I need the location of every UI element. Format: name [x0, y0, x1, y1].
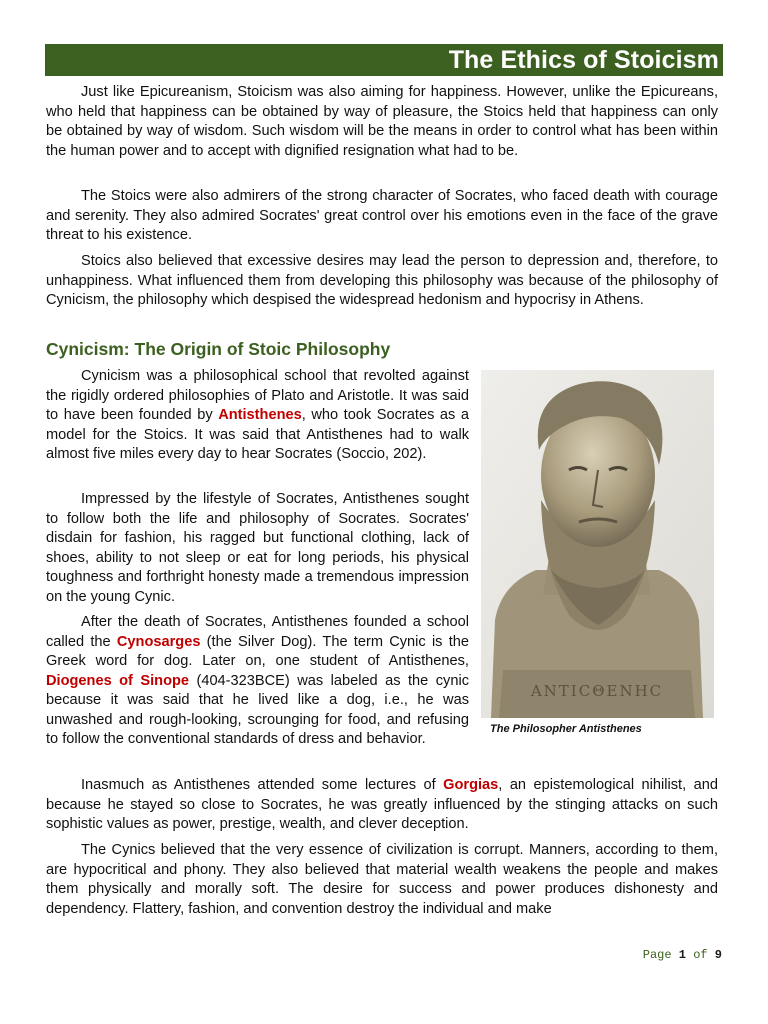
paragraph-text: The Stoics were also admirers of the strong character of Socrates, who faced death with courage and serenity. They also admired Socrates' great control over his emotions even in the face of the grave threat to his existence. [46, 188, 718, 243]
page-word: Page [642, 948, 672, 962]
text-run: (the Silver Dog). The term Cynic is the Greek word for dog. Later on, one student of Antisthenes, [46, 633, 470, 669]
section-heading: Cynicism: The Origin of Stoic Philosophy [46, 339, 391, 359]
bust-illustration [481, 370, 714, 718]
cynicism-paragraph-1 [46, 367, 469, 465]
page-number-footer [643, 948, 722, 962]
paragraph-text [46, 776, 718, 835]
link-cynosarges[interactable]: Cynosarges [116, 633, 201, 650]
gorgias-paragraph [46, 776, 718, 835]
antisthenes-bust-image [481, 370, 714, 718]
intro-paragraph-2 [46, 187, 718, 252]
link-gorgias[interactable]: Gorgias [443, 777, 499, 793]
paragraph-text: Impressed by the lifestyle of Socrates, Antisthenes sought to follow both the life and philosophy of Socrates. Socrates' disdain for fashion, his ragged but functional clothing, lack of shoes, ability to not sleep or eat for long periods, his physical toughness and forthright honesty made a tremendous impression on the young Cynic. [46, 491, 469, 605]
link-diogenes-of-sinope[interactable]: Diogenes of Sinope [46, 672, 190, 689]
of-word: of [693, 948, 708, 962]
current-page-number: 1 [678, 948, 686, 962]
text-run: (404-323BCE) was labeled as the cynic because it was said that he lived like a dog, i.e., he was unwashed and rough-looking, scrounging for food, and refusing to follow the conventional standards of dress and behavior. [46, 672, 469, 747]
text-run: Cynicism was a philosophical school that revolted against the rigidly ordered philosophies of Plato and Aristotle. It was said to have been founded by [46, 368, 469, 423]
text-run: , an epistemological nihilist, and because he stayed so close to Socrates, he was greatly influenced by the stinging attacks on such sophistic values as power, prestige, wealth, and clever deception. [46, 777, 718, 832]
paragraph-text: Just like Epicureanism, Stoicism was also aiming for happiness. However, unlike the Epicureans, who held that happiness can be obtained by way of pleasure, the Stoics held that happiness can only be obtained by way of wisdom. Such wisdom will be the means in order to control what has been within the human power and to accept with dignified resignation what had to be. [46, 84, 718, 159]
total-pages-number: 9 [714, 948, 722, 962]
cynic-beliefs-paragraph [46, 841, 718, 919]
paragraph-text: The Cynics believed that the very essence of civilization is corrupt. Manners, according to them, are hypocritical and phony. They also believed that material wealth weakens the people and makes them physically and morally soft. The desire for success and power produces dishonesty and dependency. Flattery, fashion, and convention destroy the individual and make [46, 842, 718, 917]
figure-caption: The Philosopher Antisthenes [490, 723, 642, 735]
cynicism-paragraph-2 [46, 490, 469, 607]
text-run: Inasmuch as Antisthenes attended some lectures of [81, 777, 444, 793]
text-run: , who took Socrates as a model for the Stoics. It was said that Antisthenes had to walk almost five miles every day to hear Socrates (Soccio, 202). [46, 407, 469, 462]
text-run: After the death of Socrates, Antisthenes founded a school called the [46, 614, 469, 650]
title-banner [45, 44, 723, 76]
cynicism-paragraph-3 [46, 613, 469, 750]
paragraph-text [46, 367, 469, 465]
link-antisthenes[interactable]: Antisthenes [218, 407, 302, 423]
paragraph-text [46, 613, 469, 750]
intro-paragraph-3 [46, 252, 718, 317]
page-title: The Ethics of Stoicism [448, 46, 719, 74]
bust-inscription: ΑΝΤΙϹΘΕΝΗϹ [530, 682, 664, 700]
intro-paragraph-1 [46, 83, 718, 167]
paragraph-text: Stoics also believed that excessive desires may lead the person to depression and, therefore, to unhappiness. What influenced them from developing this philosophy was because of the philosophy of Cynicism, the philosophy which despised the widespread hedonism and hypocrisy in Athens. [46, 253, 718, 308]
